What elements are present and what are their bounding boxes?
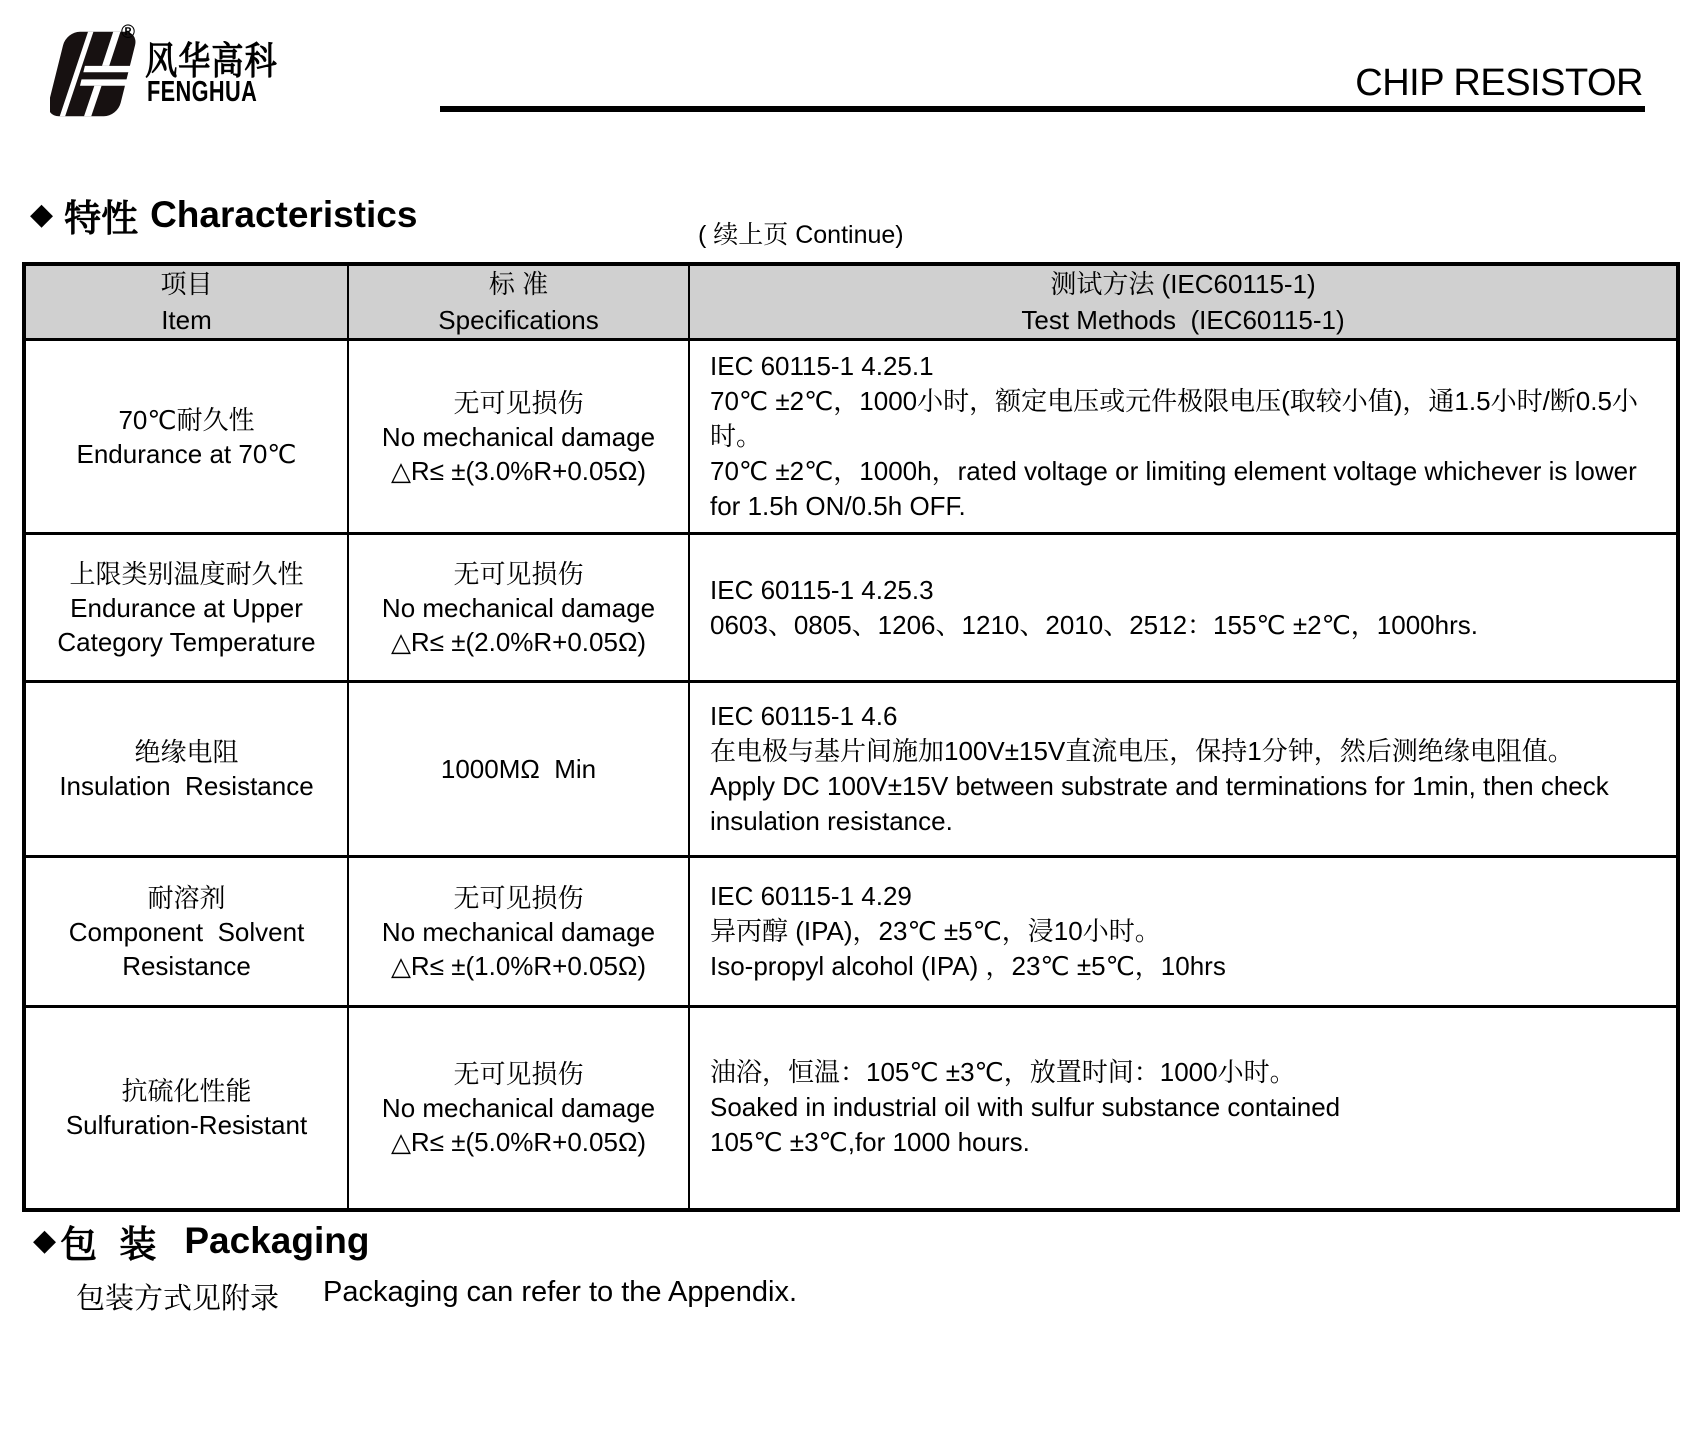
item-line: 耐溶剂 bbox=[147, 882, 226, 913]
diamond-bullet-icon: ◆ bbox=[33, 1224, 57, 1257]
spec-line: No mechanical damage bbox=[381, 916, 656, 947]
table-header-row bbox=[24, 264, 1678, 340]
characteristics-heading-en: Characteristics bbox=[150, 194, 418, 235]
spec-line: 无可见损伤 bbox=[453, 882, 584, 913]
method-line: 0603、0805、1206、1210、2010、2512：155℃ ±2℃，1000hrs. bbox=[710, 609, 1478, 640]
method-line: 油浴，恒温：105℃ ±3℃，放置时间：1000小时。 bbox=[710, 1057, 1296, 1088]
characteristics-heading-zh: 特性 bbox=[64, 198, 139, 239]
table-row-sulfuration-resistant bbox=[24, 1007, 1678, 1210]
column-header-en: Specifications bbox=[438, 305, 599, 335]
column-header-en: Test Methods (IEC60115-1) bbox=[1021, 305, 1345, 335]
item-cell bbox=[24, 857, 348, 1007]
packaging-note bbox=[76, 1276, 797, 1317]
item-line: Component Solvent bbox=[68, 916, 305, 947]
item-line: 上限类别温度耐久性 bbox=[69, 558, 304, 589]
packaging-heading-en: Packaging bbox=[184, 1220, 370, 1261]
continue-note: ( 续上页 Continue) bbox=[698, 221, 904, 249]
packaging-heading bbox=[33, 1214, 369, 1268]
method-line: IEC 60115-1 4.6 bbox=[710, 701, 898, 731]
item-line: Category Temperature bbox=[57, 626, 316, 657]
column-header-zh: 标 准 bbox=[488, 269, 549, 299]
spec-line: △R≤ ±(2.0%R+0.05Ω) bbox=[390, 626, 647, 657]
spec-cell bbox=[348, 340, 689, 534]
item-line: Endurance at Upper bbox=[70, 592, 303, 623]
method-line: IEC 60115-1 4.25.1 bbox=[710, 351, 934, 381]
spec-line: 1000MΩ Min bbox=[440, 754, 597, 784]
item-line: Endurance at 70℃ bbox=[76, 438, 297, 469]
column-header-specifications bbox=[348, 264, 689, 340]
spec-line: No mechanical damage bbox=[381, 592, 656, 623]
spec-line: △R≤ ±(5.0%R+0.05Ω) bbox=[390, 1126, 647, 1157]
characteristics-table bbox=[22, 262, 1680, 1212]
item-line: 抗硫化性能 bbox=[121, 1075, 252, 1106]
registered-trademark: ® bbox=[121, 22, 135, 43]
item-line: Insulation Resistance bbox=[59, 771, 314, 801]
item-line: Resistance bbox=[122, 950, 251, 981]
spec-line: △R≤ ±(3.0%R+0.05Ω) bbox=[390, 455, 647, 486]
spec-line: 无可见损伤 bbox=[453, 558, 584, 589]
column-header-zh: 项目 bbox=[160, 269, 213, 299]
packaging-note-en: Packaging can refer to the Appendix. bbox=[323, 1276, 797, 1308]
item-cell bbox=[24, 1007, 348, 1210]
method-line: IEC 60115-1 4.29 bbox=[710, 881, 912, 911]
spec-line: 无可见损伤 bbox=[453, 387, 584, 418]
spec-line: △R≤ ±(1.0%R+0.05Ω) bbox=[390, 950, 647, 981]
method-cell bbox=[689, 682, 1678, 857]
method-line: 70℃ ±2℃，1000小时，额定电压或元件极限电压(取较小值)，通1.5小时/断0.5小时。 bbox=[710, 386, 1638, 451]
method-cell bbox=[689, 340, 1678, 534]
diamond-bullet-icon: ◆ bbox=[30, 198, 54, 231]
spec-cell bbox=[348, 857, 689, 1007]
page-title: CHIP RESISTOR bbox=[1355, 62, 1643, 104]
method-line: IEC 60115-1 4.25.3 bbox=[710, 574, 934, 605]
method-line: 70℃ ±2℃，1000h，rated voltage or limiting element voltage whichever is lower for 1.5h ON/0.5h OFF. bbox=[710, 456, 1645, 521]
method-line: Soaked in industrial oil with sulfur substance contained bbox=[710, 1092, 1341, 1123]
table-row-endurance-upper-category bbox=[24, 534, 1678, 682]
packaging-heading-zh: 包 装 bbox=[60, 1224, 163, 1265]
characteristics-heading bbox=[30, 188, 417, 242]
column-header-zh: 测试方法 (IEC60115-1) bbox=[1050, 269, 1316, 299]
header-divider bbox=[440, 106, 1645, 112]
spec-line: 无可见损伤 bbox=[453, 1058, 584, 1089]
table-row-solvent-resistance bbox=[24, 857, 1678, 1007]
item-cell bbox=[24, 534, 348, 682]
method-cell bbox=[689, 534, 1678, 682]
method-line: 105℃ ±3℃,for 1000 hours. bbox=[710, 1127, 1030, 1158]
spec-line: No mechanical damage bbox=[381, 1092, 656, 1123]
item-line: 绝缘电阻 bbox=[134, 737, 239, 767]
packaging-note-zh: 包装方式见附录 bbox=[76, 1283, 280, 1315]
item-cell bbox=[24, 340, 348, 534]
column-header-test-methods bbox=[689, 264, 1678, 340]
spec-cell bbox=[348, 1007, 689, 1210]
item-cell bbox=[24, 682, 348, 857]
column-header-en: Item bbox=[161, 305, 212, 335]
method-line: 在电极与基片间施加100V±15V直流电压，保持1分钟，然后测绝缘电阻值。 bbox=[710, 736, 1574, 766]
spec-line: No mechanical damage bbox=[381, 421, 656, 452]
method-cell bbox=[689, 1007, 1678, 1210]
spec-cell bbox=[348, 534, 689, 682]
method-cell bbox=[689, 857, 1678, 1007]
spec-cell bbox=[348, 682, 689, 857]
brand-name-english: FENGHUA bbox=[147, 76, 258, 108]
item-line: Sulfuration-Resistant bbox=[65, 1109, 308, 1140]
table-row-insulation-resistance bbox=[24, 682, 1678, 857]
brand-name-chinese: 风华高科 bbox=[145, 41, 278, 83]
table-row-endurance-70c bbox=[24, 340, 1678, 534]
item-line: 70℃耐久性 bbox=[118, 404, 255, 435]
method-line: 异丙醇 (IPA)，23℃ ±5℃，浸10小时。 bbox=[710, 916, 1161, 946]
method-line: Apply DC 100V±15V between substrate and terminations for 1min, then check insulation resistance. bbox=[710, 771, 1616, 836]
method-line: Iso-propyl alcohol (IPA) ，23℃ ±5℃，10hrs bbox=[710, 951, 1226, 981]
column-header-item bbox=[24, 264, 348, 340]
